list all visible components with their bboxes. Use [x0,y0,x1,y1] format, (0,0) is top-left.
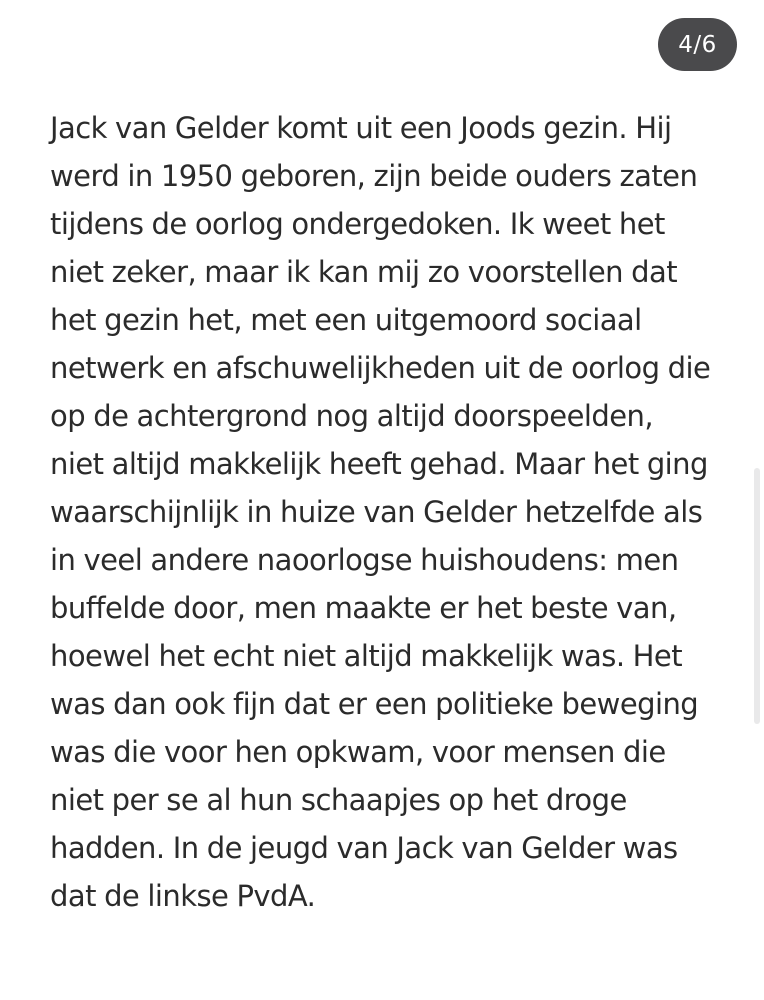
article-line: op de achtergrond nog altijd doorspeelden, [50,399,654,433]
page-indicator-badge: 4/6 [658,18,737,71]
article-line: buffelde door, men maakte er het beste van, [50,591,677,625]
article-line: het gezin het, met een uitgemoord sociaal [50,303,642,337]
article-line: Jack van Gelder komt uit een Joods gezin. Hij [50,111,672,145]
scrollbar[interactable] [754,468,760,724]
article-line: dat de linkse PvdA. [50,879,316,913]
article-line: niet zeker, maar ik kan mij zo voorstellen dat [50,255,678,289]
article-line: was die voor hen opkwam, voor mensen die [50,735,666,769]
article-line: was dan ook fijn dat er een politieke beweging [50,687,699,721]
article-line: waarschijnlijk in huize van Gelder hetzelfde als [50,495,703,529]
article-line: hoewel het echt niet altijd makkelijk was. Het [50,639,683,673]
article-line: werd in 1950 geboren, zijn beide ouders zaten [50,159,698,193]
article-line: tijdens de oorlog ondergedoken. Ik weet het [50,207,665,241]
article-line: in veel andere naoorlogse huishoudens: men [50,543,679,577]
article-body [50,104,750,920]
article-line: niet altijd makkelijk heeft gehad. Maar het ging [50,447,708,481]
article-line: hadden. In de jeugd van Jack van Gelder was [50,831,678,865]
article-line: niet per se al hun schaapjes op het droge [50,783,627,817]
article-line: netwerk en afschuwelijkheden uit de oorlog die [50,351,711,385]
